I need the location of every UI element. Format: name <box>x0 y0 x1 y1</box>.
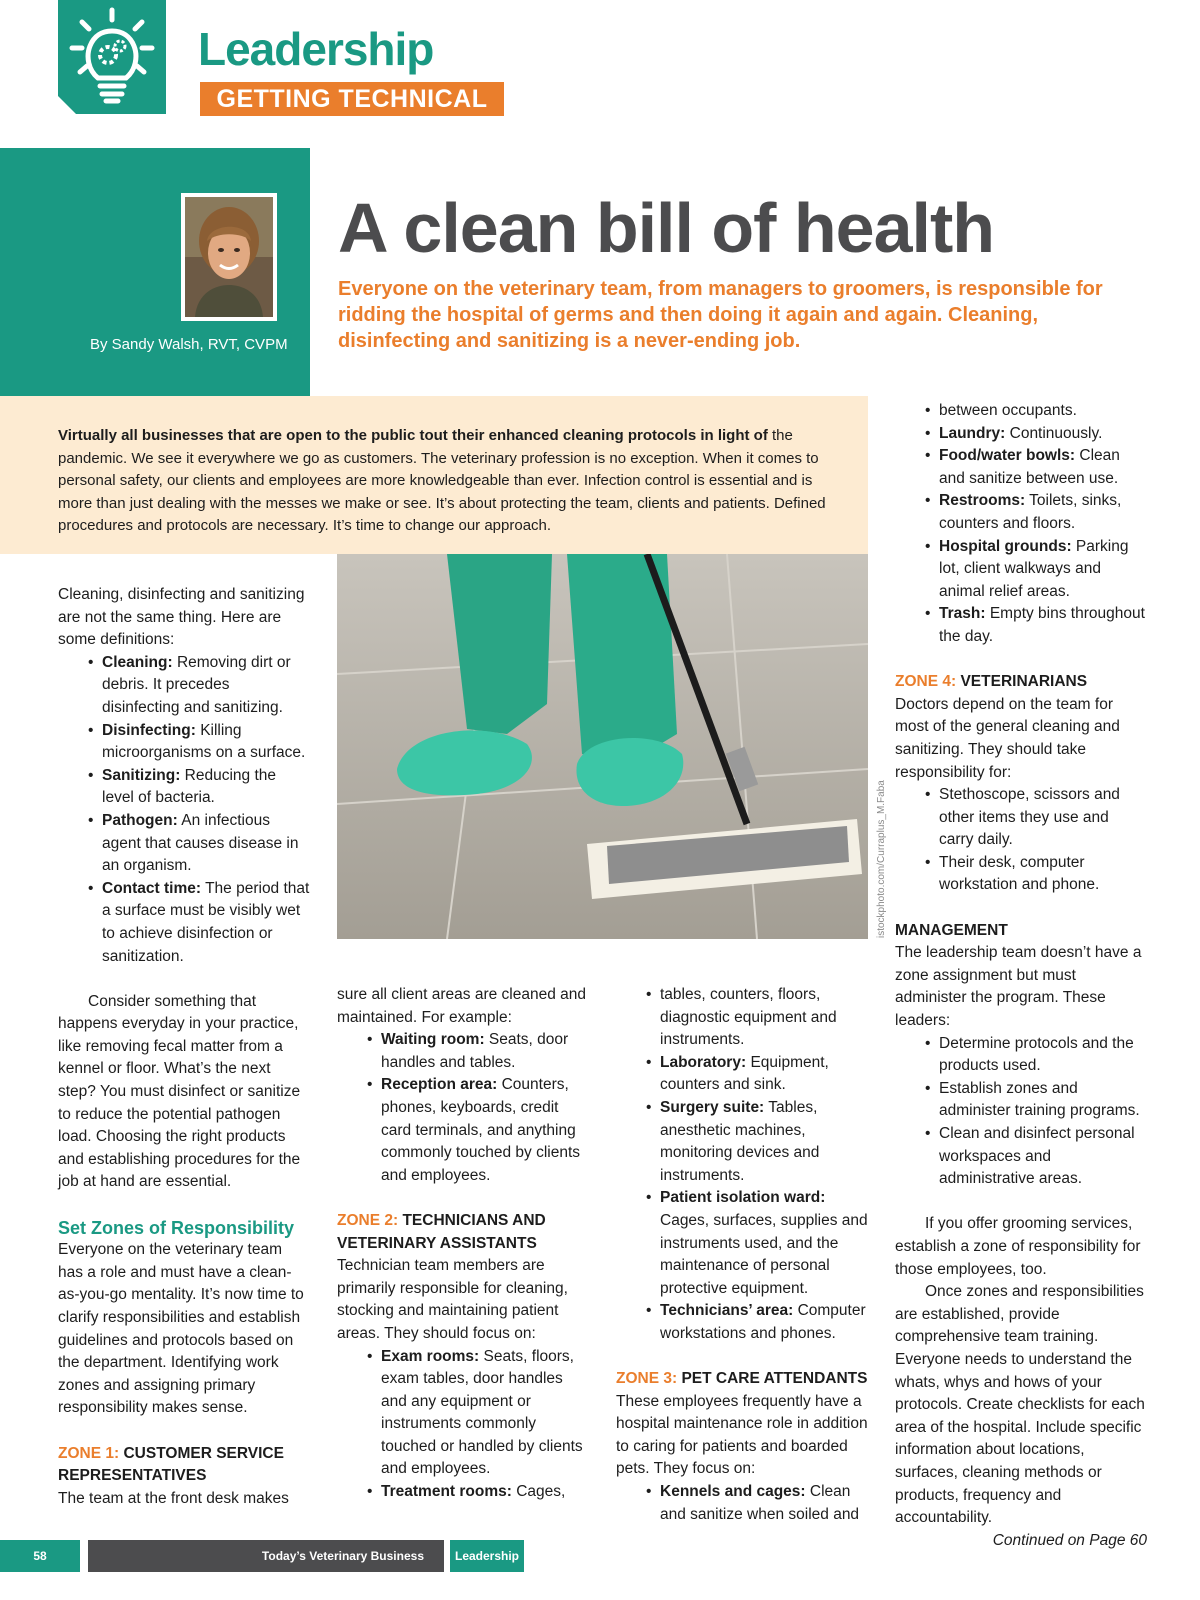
technician-areas-list-2 <box>616 1052 868 1346</box>
zone1-heading: ZONE 1: CUSTOMER SERVICE REPRESENTATIVES <box>58 1444 284 1485</box>
article-deck: Everyone on the veterinary team, from managers to groomers, is responsible for ridding the hospital of germs and then doing it again and again. Cleaning, disinfecting and sanitizing is a never-ending job. <box>338 278 1103 352</box>
continued-note: Continued on Page 60 <box>992 1531 1147 1549</box>
list-item: • Hospital grounds: Parking lot, client walkways and animal relief areas. <box>939 536 1147 604</box>
publication-name: Today’s Veterinary Business <box>88 1540 444 1572</box>
col3-paragraph: These employees frequently have a hospital maintenance role in addition to caring for patients and boarded pets. They focus on: <box>616 1392 868 1478</box>
author-photo <box>181 193 277 321</box>
list-item: • Disinfecting: Killing microorganisms on a surface. <box>102 720 310 765</box>
list-item: • Surgery suite: Tables, anesthetic machines, monitoring devices and instruments. <box>660 1097 868 1187</box>
attendant-areas-list-2 <box>895 423 1147 649</box>
zone4-heading: ZONE 4: VETERINARIANS <box>895 673 1088 691</box>
list-item: • Laboratory: Equipment, counters and sink. <box>660 1052 868 1097</box>
zone3-heading: ZONE 3: PET CARE ATTENDANTS <box>616 1370 868 1388</box>
list-item: • Technicians’ area: Computer workstations and phones. <box>660 1300 868 1345</box>
list-item: • Contact time: The period that a surface must be visibly wet to achieve disinfection or sanitization. <box>102 878 310 968</box>
list-item: • Restrooms: Toilets, sinks, counters and floors. <box>939 490 1147 535</box>
section-title: Leadership <box>198 23 434 75</box>
list-item: • Sanitizing: Reducing the level of bacteria. <box>102 765 310 810</box>
list-item: • Reception area: Counters, phones, keyboards, credit card terminals, and anything commonly touched by clients and employees. <box>381 1074 589 1187</box>
list-item: • Patient isolation ward: Cages, surfaces, supplies and instruments used, and the maintenance of personal protective equipment. <box>660 1187 868 1300</box>
column-4 <box>895 400 1147 1552</box>
intro-body: the pandemic. We see it everywhere we go as customers. The veterinary profession is no exception. When it comes to personal safety, our clients and employees are more knowledgeable than ever. Infection control is essential and is more than just dealing with the messes we make or see. It’s about protecting the team, clients and patients. Defined procedures and protocols are necessary. It’s time to change our approach. <box>58 427 826 534</box>
technician-areas-list-cont <box>616 984 868 1052</box>
management-heading: MANAGEMENT <box>895 921 1008 939</box>
veterinarian-list <box>895 784 1147 897</box>
list-item: • Treatment rooms: Cages, <box>381 1481 589 1504</box>
column-2 <box>337 984 589 1504</box>
list-item: • Waiting room: Seats, door handles and tables. <box>381 1029 589 1074</box>
intro-paragraph <box>58 425 848 538</box>
list-item: • Establish zones and administer training programs. <box>939 1078 1147 1123</box>
col1-intro: Cleaning, disinfecting and sanitizing are not the same thing. Here are some definitions: <box>58 586 305 649</box>
badge-corner-fold <box>58 96 76 114</box>
list-item: • Trash: Empty bins throughout the day. <box>939 603 1147 648</box>
subhead-zones: Set Zones of Responsibility <box>58 1217 295 1238</box>
article-title: A clean bill of health <box>338 189 995 267</box>
zone2-heading: ZONE 2: TECHNICIANS AND VETERINARY ASSISTANTS <box>337 1211 546 1252</box>
list-item: • Kennels and cages: Clean and sanitize when soiled and <box>660 1481 868 1526</box>
attendant-areas-list <box>616 1481 868 1526</box>
col2-paragraph: Technician team members are primarily responsible for cleaning, stocking and maintaining patient areas. They should focus on: <box>337 1257 568 1342</box>
list-item: • Their desk, computer workstation and phone. <box>939 852 1147 897</box>
technician-areas-list <box>337 1346 589 1504</box>
section-badge <box>58 0 166 114</box>
column-3 <box>616 984 868 1526</box>
article-photo-mopping <box>337 554 868 939</box>
list-item: • Clean and disinfect personal workspaces and administrative areas. <box>939 1123 1147 1191</box>
photo-credit: istockphoto.com/Curraplus_M.Faba <box>876 780 887 938</box>
col4-paragraph: If you offer grooming services, establish a zone of responsibility for those employees, too. <box>895 1215 1141 1278</box>
byline: By Sandy Walsh, RVT, CVPM <box>90 336 288 353</box>
section-subtitle: GETTING TECHNICAL <box>200 82 504 116</box>
list-item: • Stethoscope, scissors and other items they use and carry daily. <box>939 784 1147 852</box>
list-item: • Determine protocols and the products used. <box>939 1033 1147 1078</box>
col4-paragraph: Once zones and responsibilities are established, provide comprehensive team training. Everyone needs to understand the whats, whys and hows of your protocols. Create checklists for each area of the hospital. Include specific information about locations, surfaces, cleaning methods or products, frequency and accountability. <box>895 1283 1145 1527</box>
client-areas-list <box>337 1029 589 1187</box>
list-item: • Exam rooms: Seats, floors, exam tables, door handles and any equipment or instruments commonly touched or handled by clients and employees. <box>381 1346 589 1482</box>
list-item-continued: • tables, counters, floors, diagnostic equipment and instruments. <box>660 984 868 1052</box>
column-1 <box>58 584 310 1510</box>
attendant-areas-list-cont <box>895 400 1147 423</box>
list-item: • Laundry: Continuously. <box>939 423 1147 446</box>
intro-bold-lead: Virtually all businesses that are open to the public tout their enhanced cleaning protocols in light of <box>58 427 768 444</box>
col4-paragraph: Doctors depend on the team for most of the general cleaning and sanitizing. They should take responsibility for: <box>895 695 1120 781</box>
col4-paragraph: The leadership team doesn’t have a zone assignment but must administer the program. These leaders: <box>895 944 1142 1030</box>
management-list <box>895 1033 1147 1191</box>
footer-section: Leadership <box>450 1540 524 1572</box>
list-item: • Cleaning: Removing dirt or debris. It precedes disinfecting and sanitizing. <box>102 652 310 720</box>
col1-paragraph: Consider something that happens everyday in your practice, like removing fecal matter from a kennel or floor. What’s the next step? You must disinfect or sanitize to reduce the potential pathogen load. Choosing the right products and establishing procedures for the job at hand are essential. <box>58 992 301 1191</box>
page-number: 58 <box>0 1540 80 1572</box>
col2-paragraph: sure all client areas are cleaned and maintained. For example: <box>337 986 587 1026</box>
col1-paragraph: Everyone on the veterinary team has a role and must have a clean-as-you-go mentality. It’s now time to clarify responsibilities and establish guidelines and protocols based on the department. Identifying work zones and assigning primary responsibility makes sense. <box>58 1241 304 1417</box>
col1-paragraph: The team at the front desk makes <box>58 1489 289 1507</box>
list-item: • Food/water bowls: Clean and sanitize between use. <box>939 445 1147 490</box>
list-item-continued: • between occupants. <box>939 400 1147 423</box>
list-item: • Pathogen: An infectious agent that causes disease in an organism. <box>102 810 310 878</box>
definitions-list <box>58 652 310 968</box>
